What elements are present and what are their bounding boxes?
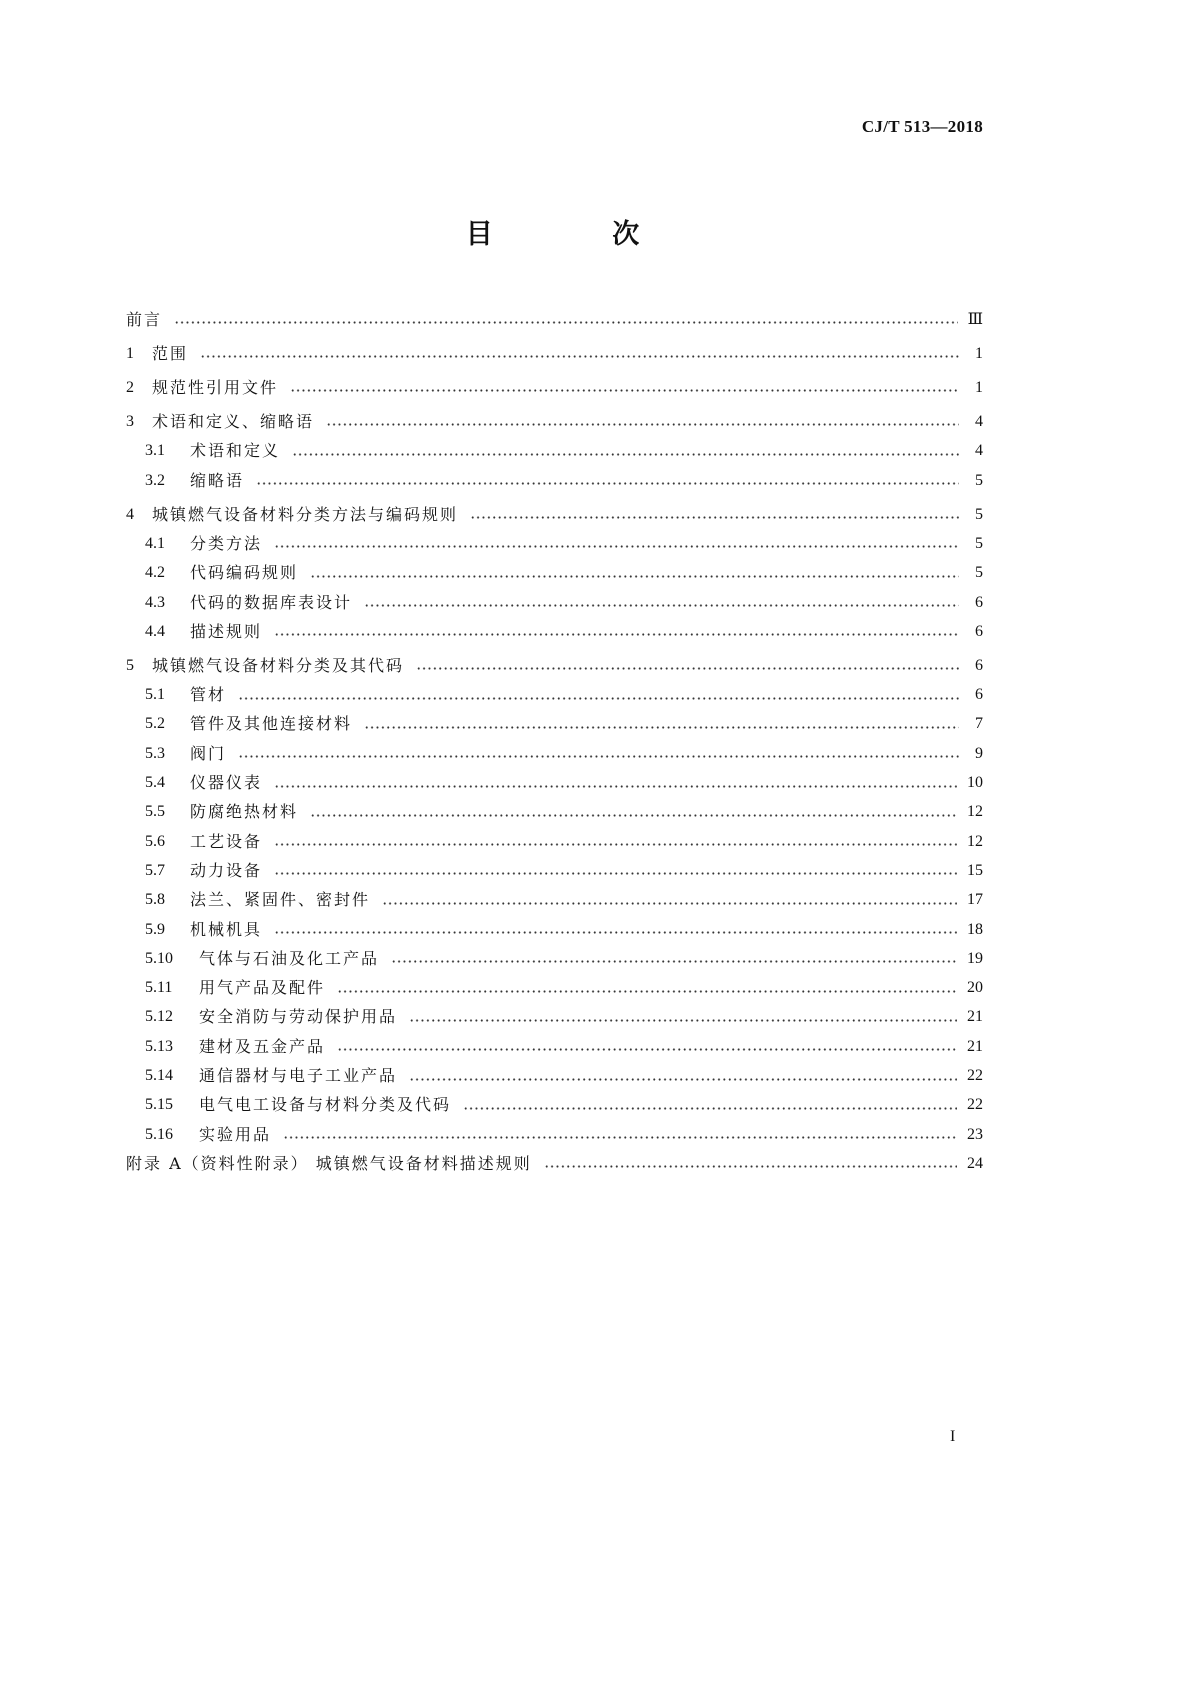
toc-entry-page: 1 <box>975 378 983 396</box>
toc-entry-number: 5.9 <box>145 920 165 938</box>
toc-entry-label: 描述规则 <box>190 621 263 641</box>
toc-entry-number: 5.16 <box>145 1125 173 1143</box>
dot-leader <box>382 902 957 905</box>
dot-leader <box>409 1078 957 1081</box>
toc-entry-5-5[interactable] <box>126 798 983 827</box>
toc-entry-label: 动力设备 <box>190 860 263 880</box>
toc-entry-5-11[interactable] <box>126 974 983 1003</box>
toc-entry-5-14[interactable] <box>126 1061 983 1090</box>
dot-leader <box>364 604 959 607</box>
dot-leader <box>274 872 957 875</box>
dot-leader <box>337 1048 957 1051</box>
dot-leader <box>310 814 957 817</box>
toc-entry-number: 4 <box>126 505 134 523</box>
toc-entry-page: 5 <box>975 471 983 489</box>
toc-entry-label: 代码编码规则 <box>190 563 299 583</box>
table-of-contents <box>126 305 983 1179</box>
toc-entry-page: 5 <box>975 534 983 552</box>
toc-entry-5-13[interactable] <box>126 1032 983 1061</box>
toc-entry-number: 5.7 <box>145 861 165 879</box>
toc-entry-5-10[interactable] <box>126 944 983 973</box>
dot-leader <box>274 785 957 788</box>
dot-leader <box>274 545 959 548</box>
toc-entry-5-15[interactable] <box>126 1091 983 1120</box>
toc-entry-5-4[interactable] <box>126 768 983 797</box>
toc-entry-page: 18 <box>967 920 983 938</box>
toc-entry-page: 17 <box>967 891 983 909</box>
toc-entry-5-6[interactable] <box>126 827 983 856</box>
toc-entry-label: 管材 <box>190 685 227 705</box>
toc-entry-page: 23 <box>967 1125 983 1143</box>
dot-leader <box>310 575 959 578</box>
toc-entry-label: 机械机具 <box>190 919 263 939</box>
toc-entry-3-2[interactable] <box>126 466 983 495</box>
toc-entry-5-16[interactable] <box>126 1120 983 1149</box>
toc-entry-label: 建材及五金产品 <box>199 1036 326 1056</box>
toc-entry-number: 4.4 <box>145 622 165 640</box>
toc-entry-page: 19 <box>967 949 983 967</box>
dot-leader <box>200 355 959 358</box>
toc-entry-4-1[interactable] <box>126 529 983 558</box>
toc-entry-label: 实验用品 <box>199 1124 272 1144</box>
toc-entry-number: 5 <box>126 656 134 674</box>
toc-entry-label: 工艺设备 <box>190 831 263 851</box>
toc-entry-label: 规范性引用文件 <box>152 377 279 397</box>
dot-leader <box>274 931 957 934</box>
dot-leader <box>364 726 959 729</box>
dot-leader <box>544 1165 957 1168</box>
toc-entry-number: 5.10 <box>145 949 173 967</box>
toc-entry-number: 3.1 <box>145 442 165 460</box>
toc-entry-5-12[interactable] <box>126 1003 983 1032</box>
toc-entry-number: 5.15 <box>145 1096 173 1114</box>
toc-entry-page: 5 <box>975 505 983 523</box>
toc-entry-4-2[interactable] <box>126 559 983 588</box>
toc-entry-page: 20 <box>967 979 983 997</box>
dot-leader <box>290 389 959 392</box>
toc-entry-number: 5.4 <box>145 774 165 792</box>
dot-leader <box>391 960 957 963</box>
toc-entry-label: 阀门 <box>190 743 227 763</box>
toc-entry-page: 15 <box>967 861 983 879</box>
toc-entry-5-7[interactable] <box>126 856 983 885</box>
toc-entry-page: 6 <box>975 593 983 611</box>
toc-entry-1[interactable] <box>126 339 983 368</box>
toc-entry-page: 21 <box>967 1037 983 1055</box>
toc-entry-label: 前言 <box>126 309 163 329</box>
dot-leader <box>238 755 959 758</box>
toc-entry-5-8[interactable] <box>126 886 983 915</box>
toc-entry-5-9[interactable] <box>126 915 983 944</box>
toc-entry-page: 9 <box>975 744 983 762</box>
toc-entry-5-1[interactable] <box>126 681 983 710</box>
toc-entry-5-3[interactable] <box>126 739 983 768</box>
toc-entry-number: 5.14 <box>145 1067 173 1085</box>
toc-entry-number: 5.1 <box>145 686 165 704</box>
toc-entry-number: 4.1 <box>145 534 165 552</box>
toc-entry-page: 24 <box>967 1154 983 1172</box>
toc-entry-number: 3.2 <box>145 471 165 489</box>
toc-entry-number: 5.11 <box>145 979 173 997</box>
toc-entry-page: 4 <box>975 442 983 460</box>
toc-entry-label: 仪器仪表 <box>190 773 263 793</box>
page-title: 目 次 <box>465 219 695 250</box>
dot-leader <box>337 990 957 993</box>
toc-entry-label: 分类方法 <box>190 533 263 553</box>
toc-entry-number: 2 <box>126 378 134 396</box>
toc-entry-label: 缩略语 <box>190 470 245 490</box>
toc-entry-label: 法兰、紧固件、密封件 <box>190 890 371 910</box>
toc-entry-4-3[interactable] <box>126 588 983 617</box>
toc-entry-5[interactable] <box>126 651 983 680</box>
toc-entry-page: 7 <box>975 715 983 733</box>
toc-entry-number: 5.2 <box>145 715 165 733</box>
toc-entry-4[interactable] <box>126 500 983 529</box>
toc-entry-label: 附录 A（资料性附录） 城镇燃气设备材料描述规则 <box>126 1153 532 1173</box>
toc-entry-number: 5.3 <box>145 744 165 762</box>
toc-entry-label: 电气电工设备与材料分类及代码 <box>199 1095 452 1115</box>
dot-leader <box>174 321 958 324</box>
dot-leader <box>256 482 959 485</box>
toc-entry-page: 21 <box>967 1008 983 1026</box>
toc-entry-page: 4 <box>975 412 983 430</box>
toc-entry-page: 6 <box>975 686 983 704</box>
toc-entry-label: 城镇燃气设备材料分类方法与编码规则 <box>152 504 459 524</box>
toc-entry-number: 5.8 <box>145 891 165 909</box>
toc-entry-number: 5.12 <box>145 1008 173 1026</box>
toc-entry-label: 气体与石油及化工产品 <box>199 948 380 968</box>
toc-entry-label: 代码的数据库表设计 <box>190 592 353 612</box>
toc-entry-page: 6 <box>975 656 983 674</box>
toc-entry-page: 5 <box>975 564 983 582</box>
toc-entry-4-4[interactable] <box>126 617 983 646</box>
toc-entry-page: 22 <box>967 1096 983 1114</box>
standard-code: CJ/T 513—2018 <box>861 117 983 136</box>
toc-entry-label: 用气产品及配件 <box>199 978 326 998</box>
dot-leader <box>470 516 959 519</box>
toc-entry-number: 1 <box>126 344 134 362</box>
toc-entry-label: 范围 <box>152 343 189 363</box>
toc-entry-number: 5.5 <box>145 803 165 821</box>
toc-entry-5-2[interactable] <box>126 710 983 739</box>
toc-entry-label: 管件及其他连接材料 <box>190 714 353 734</box>
toc-entry-number: 5.6 <box>145 832 165 850</box>
toc-entry-page: Ⅲ <box>967 310 983 328</box>
dot-leader <box>416 667 959 670</box>
toc-entry-label: 防腐绝热材料 <box>190 802 299 822</box>
toc-entry-number: 5.13 <box>145 1037 173 1055</box>
toc-entry-3-1[interactable] <box>126 437 983 466</box>
toc-entry-page: 1 <box>975 344 983 362</box>
dot-leader <box>409 1019 957 1022</box>
toc-entry-number: 4.3 <box>145 593 165 611</box>
toc-entry-label: 术语和定义 <box>190 441 281 461</box>
toc-entry-number: 3 <box>126 412 134 430</box>
dot-leader <box>463 1107 957 1110</box>
dot-leader <box>274 633 959 636</box>
toc-entry-number: 4.2 <box>145 564 165 582</box>
dot-leader <box>292 453 959 456</box>
toc-entry-page: 6 <box>975 622 983 640</box>
toc-entry-page: 22 <box>967 1067 983 1085</box>
toc-entry-foreword[interactable] <box>126 305 983 334</box>
toc-entry-2[interactable] <box>126 373 983 402</box>
toc-entry-page: 10 <box>967 774 983 792</box>
toc-entry-label: 通信器材与电子工业产品 <box>199 1066 398 1086</box>
toc-entry-label: 城镇燃气设备材料分类及其代码 <box>152 655 405 675</box>
toc-entry-3[interactable] <box>126 407 983 436</box>
toc-entry-page: 12 <box>967 832 983 850</box>
page-number: I <box>950 1428 956 1445</box>
toc-entry-label: 安全消防与劳动保护用品 <box>199 1007 398 1027</box>
dot-leader <box>238 697 959 700</box>
dot-leader <box>283 1136 957 1139</box>
dot-leader <box>326 423 959 426</box>
toc-entry-label: 术语和定义、缩略语 <box>152 411 315 431</box>
toc-entry-page: 12 <box>967 803 983 821</box>
toc-entry-appendix-a[interactable] <box>126 1149 983 1178</box>
dot-leader <box>274 843 957 846</box>
